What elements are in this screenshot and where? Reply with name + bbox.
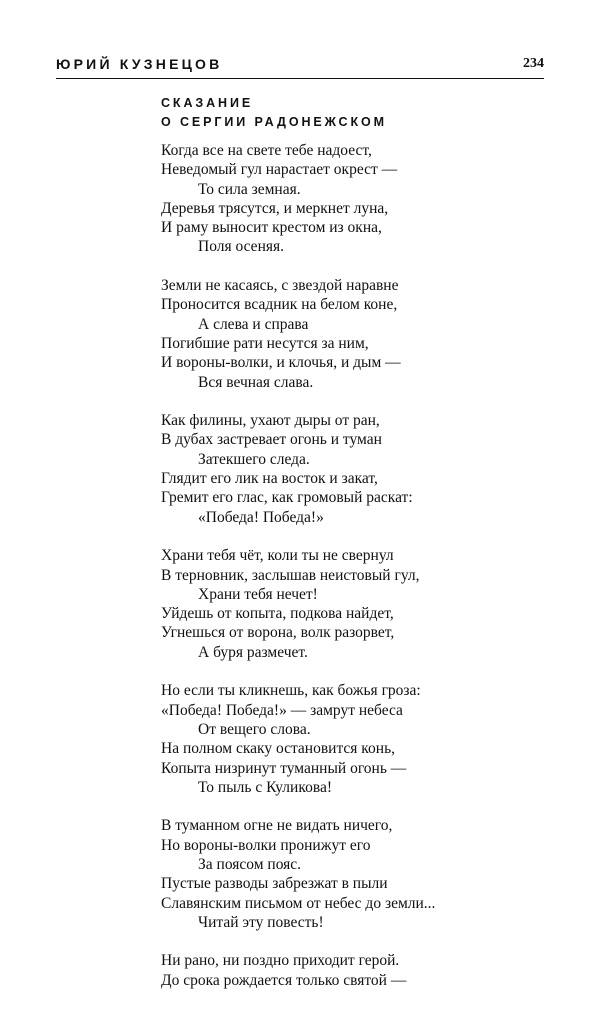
poem-line: Читай эту повесть! [198,913,324,931]
poem-line: «Победа! Победа!» [198,508,324,526]
poem-line: Угнешься от ворона, волк разорвет, [161,624,395,642]
poem-line: То сила земная. [198,180,301,198]
stanza-5 [161,681,435,797]
poem-line: На полном скаку остановится конь, [161,740,396,758]
poem-line: А слева и справа [198,315,309,333]
poem-line: И вороны-волки, и клочья, и дым — [161,354,401,372]
poem-line: Как филины, ухают дыры от ран, [161,412,380,430]
poem-line: То пыль с Куликова! [198,778,332,796]
poem-line: Поля осеняя. [198,238,284,256]
poem-line: Глядит его лик на восток и закат, [161,470,378,488]
poem-line: Проносится всадник на белом коне, [161,296,398,314]
poem-line: В дубах застревает огонь и туман [161,431,382,449]
poem-line: Уйдешь от копыта, подкова найдет, [161,605,394,623]
poem-line: А буря размечет. [198,643,308,661]
stanza-2 [161,276,435,392]
poem-line: Когда все на свете тебе надоест, [161,142,372,159]
poem-line: Но если ты кликнешь, как божья гроза: [161,682,421,700]
poem-line: Деревья трясутся, и меркнет луна, [161,199,389,217]
poem-line: Гремит его глас, как громовый раскат: [161,489,413,507]
poem-line: Пустые разводы забрезжат в пыли [161,875,388,893]
poem-line: В туманном огне не видать ничего, [161,817,393,835]
stanza-1 [161,141,435,257]
poem-line: Копыта низринут туманный огонь — [161,759,407,777]
poem-line: В терновник, заслышав неистовый гул, [161,566,420,584]
poem-line: Вся вечная слава. [198,373,314,391]
poem-line: «Победа! Победа!» — замрут небеса [161,701,403,719]
poem-line: Но вороны-волки пронижут его [161,836,371,854]
poem-line: За поясом пояс. [198,855,302,873]
poem-title [161,94,387,132]
poem-line: Затекшего следа. [198,450,310,468]
poem-line: Погибшие рати несутся за ним, [161,334,369,352]
running-header [56,56,544,79]
stanza-3 [161,411,435,527]
poem-line: От вещего слова. [198,720,311,738]
poem-line: Ни рано, ни поздно приходит герой. [161,952,400,970]
poem-line: Храни тебя чёт, коли ты не свернул [161,547,394,565]
poem-line: Неведомый гул нарастает окрест — [161,161,398,179]
poem-title-line-2: О СЕРГИИ РАДОНЕЖСКОМ [161,115,387,129]
stanza-7 [161,951,435,990]
poem-title-line-1: СКАЗАНИЕ [161,96,254,110]
stanza-6 [161,816,435,932]
author-name: ЮРИЙ КУЗНЕЦОВ [56,56,223,72]
poem-line: Земли не касаясь, с звездой наравне [161,277,399,295]
poem-line: Славянским письмом от небес до земли... [161,894,436,912]
stanza-4 [161,546,435,662]
poem-line: Храни тебя нечет! [198,585,318,603]
page-number: 234 [523,56,544,71]
poem-body [161,141,435,1009]
poem-line: До срока рождается только святой — [161,971,407,989]
poem-line: И раму выносит крестом из окна, [161,219,382,237]
